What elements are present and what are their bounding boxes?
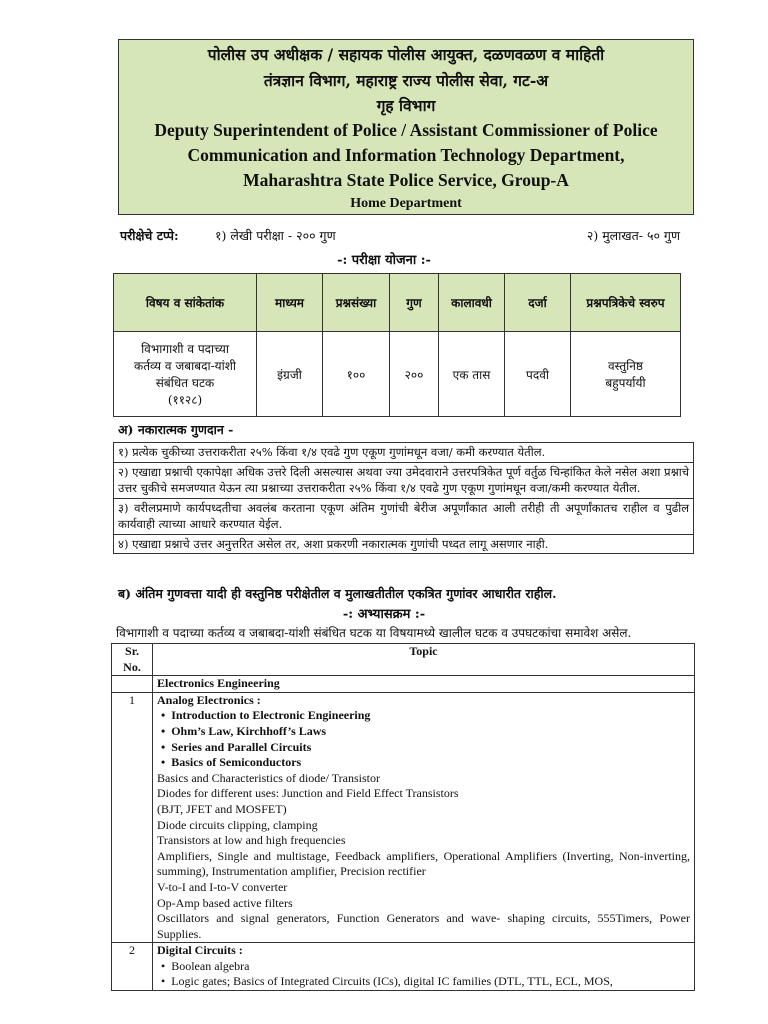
- topic-line: Op-Amp based active filters: [157, 895, 293, 910]
- sr-no-header-line: Sr.: [125, 644, 139, 658]
- syllabus-section-row: [112, 676, 695, 693]
- scheme-header-level: दर्जा: [505, 274, 571, 332]
- syllabus-intro: विभागाशी व पदाच्या कर्तव्य व जबाबदा-यांशी संबंधित घटक या विषयामध्ये खालील घटक व उपघटकांचा समावेश असेल.: [116, 626, 632, 640]
- scheme-cell-duration: एक तास: [439, 332, 505, 417]
- syllabus-header-row: [112, 644, 695, 676]
- negative-marking-item: [113, 498, 694, 534]
- scheme-header-duration: कालावधी: [439, 274, 505, 332]
- negative-marking-heading: अ) नकारात्मक गुणदान -: [118, 422, 234, 437]
- row-topic-cell: [153, 692, 695, 943]
- negative-marking-item: [113, 462, 694, 498]
- exam-stages-label: परीक्षेचे टप्पे:: [120, 228, 179, 243]
- subject-line: संबंधित घटक: [155, 376, 215, 390]
- row-topic-cell: [153, 943, 695, 991]
- topic-line: V-to-I and I-to-V converter: [157, 879, 288, 894]
- scheme-cell-questions: १००: [323, 332, 390, 417]
- subject-line: कर्तव्य व जबाबदा-यांशी: [133, 359, 236, 373]
- topic-line: Oscillators and signal generators, Function Generators and wave- shaping circuits, 555Timers, Power Supplies.: [157, 911, 690, 941]
- topic-line: Diode circuits clipping, clamping: [157, 817, 318, 832]
- negative-marking-list: [113, 442, 694, 554]
- topic-line: Amplifiers, Single and multistage, Feedback amplifiers, Operational Amplifiers (Inverting, Non-inverting, summing), Instrumentation amplifier, Precision rectifier: [157, 848, 690, 879]
- topic-title: Digital Circuits :: [157, 943, 243, 958]
- section-title: Electronics Engineering: [153, 676, 695, 693]
- topic-line: (BJT, JFET and MOSFET): [157, 801, 287, 816]
- exam-stages: [120, 227, 680, 247]
- exam-scheme-table: [113, 273, 681, 417]
- title-box: [118, 39, 694, 215]
- scheme-cell-format: [571, 332, 681, 417]
- scheme-row: [114, 332, 681, 417]
- subject-code: (११२८): [167, 393, 203, 407]
- section-sr-cell: [112, 676, 153, 693]
- scheme-header-marks: गुण: [390, 274, 439, 332]
- topic-line: Diodes for different uses: Junction and Field Effect Transistors: [157, 786, 459, 801]
- topic-title: Analog Electronics :: [157, 692, 261, 707]
- scheme-cell-subject: [114, 332, 257, 417]
- title-english-department: Home Department: [350, 196, 462, 211]
- negative-marking-text: ४) एखाद्या प्रश्नाचे उत्तर अनुत्तरित असेल तर, अशा प्रकरणी नकारात्मक गुणांची पध्दत लागू असणार नाही.: [118, 536, 549, 551]
- exam-stage-written: १) लेखी परीक्षा - २०० गुण: [215, 228, 336, 243]
- negative-marking-item: [113, 534, 694, 555]
- topic-line: Basics and Characteristics of diode/ Transistor: [157, 770, 380, 785]
- topic-bullet: • Logic gates; Basics of Integrated Circuits (ICs), digital IC families (DTL, TTL, ECL, MOS,: [157, 974, 690, 990]
- topic-bullet: • Series and Parallel Circuits: [157, 740, 690, 756]
- scheme-cell-marks: २००: [390, 332, 439, 417]
- topic-line: Transistors at low and high frequencies: [157, 833, 346, 848]
- scheme-cell-level: पदवी: [505, 332, 571, 417]
- syllabus-row: [112, 692, 695, 943]
- subject-line: विभागाशी व पदाच्या: [141, 342, 229, 356]
- title-marathi-department: गृह विभाग: [376, 96, 436, 115]
- negative-marking-item: [113, 442, 694, 462]
- scheme-header-format: प्रश्नपत्रिकेचे स्वरुप: [571, 274, 681, 332]
- row-sr-no: 2: [112, 943, 153, 991]
- final-merit-note: ब) अंतिम गुणवत्ता यादी ही वस्तुनिष्ठ परीक्षेतील व मुलाखतीतील एकत्रित गुणांवर आधारीत राहील.: [118, 586, 557, 601]
- title-english-line-1: Deputy Superintendent of Police / Assistant Commissioner of Police: [154, 120, 658, 140]
- format-line: वस्तुनिष्ठ: [607, 359, 644, 373]
- title-marathi-line-1: पोलीस उप अधीक्षक / सहायक पोलीस आयुक्त, दळणवळण व माहिती: [207, 45, 605, 64]
- exam-stage-interview: २) मुलाखत- ५० गुण: [586, 228, 680, 243]
- sr-no-header: [112, 644, 153, 676]
- syllabus-row: [112, 943, 695, 991]
- scheme-header-row: [114, 274, 681, 332]
- scheme-header-subject: विषय व सांकेतांक: [114, 274, 257, 332]
- negative-marking-text: २) एखाद्या प्रश्नाची एकापेक्षा अधिक उत्तरे दिली असल्यास अथवा ज्या उमेदवाराने उत्तरपत्रिकेत पूर्ण वर्तुळ चिन्हांकित केले नसेल अशा प्रश्नाचे उत्तर चुकीचे समजण्यात येऊन त्या प्रश्नाच्या उत्तराकरीता २५% किंवा १/४ एवढे गुण एकूण गुणांमधून वजा/कमी करण्यात येतील.: [118, 464, 689, 495]
- sr-no-header-line: No.: [123, 659, 141, 674]
- syllabus-heading: -: अभ्यासक्रम :-: [342, 607, 426, 622]
- row-sr-no: 1: [112, 692, 153, 943]
- title-english-line-3: Maharashtra State Police Service, Group-A: [243, 170, 569, 190]
- negative-marking-text: १) प्रत्येक चुकीच्या उत्तराकरीता २५% किंवा १/४ एवढे गुण एकूण गुणांमधून वजा/ कमी करण्यात येतील.: [118, 445, 546, 459]
- scheme-header-questions: प्रश्नसंख्या: [323, 274, 390, 332]
- scheme-cell-medium: इंग्रजी: [257, 332, 323, 417]
- topic-bullet: • Introduction to Electronic Engineering: [157, 708, 690, 724]
- scheme-header-medium: माध्यम: [257, 274, 323, 332]
- topic-header: Topic: [153, 644, 695, 676]
- topic-bullet: • Boolean algebra: [157, 959, 690, 975]
- exam-scheme-heading: -: परीक्षा योजना :-: [337, 253, 431, 268]
- format-line: बहुपर्यायी: [605, 376, 646, 390]
- negative-marking-text: ३) वरीलप्रमाणे कार्यपध्दतीचा अवलंब करताना एकूण अंतिम गुणांची बेरीज अपूर्णांकात आली तरीही ती अपूर्णांकातच राहील व पुढील कार्यवाही त्याच्या आधारे करण्यात येईल.: [118, 500, 689, 531]
- topic-bullet: • Ohm’s Law, Kirchhoff’s Laws: [157, 724, 690, 740]
- syllabus-table: [111, 643, 695, 991]
- title-english-line-2: Communication and Information Technology Department,: [187, 145, 625, 165]
- title-marathi-line-2: तंत्रज्ञान विभाग, महाराष्ट्र राज्य पोलीस सेवा, गट-अ: [263, 71, 549, 90]
- topic-bullet: • Basics of Semiconductors: [157, 755, 690, 771]
